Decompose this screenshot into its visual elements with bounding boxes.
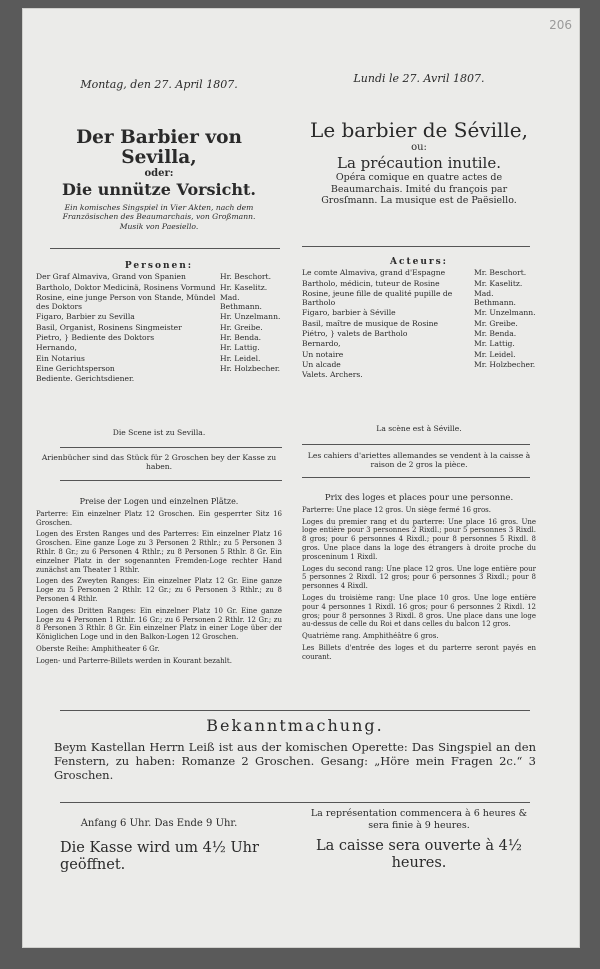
rule-right-2 [302, 444, 530, 445]
prices-french-line: Loges du troisième rang: Une place 10 gros. Une loge entière pour 4 personnes 1 Rixdl. 16 gros; pour 6 personnes 2 Rixdl. 12 gros; pour 8 personnes 3 Rixdl. 8 gros. Une place dans une loge au-dessus de celle du Roi et dans celles du balcon 12 gros. [302, 593, 536, 629]
cast-french-actor: Mr. Leidel. [474, 349, 516, 359]
rule-full-1 [60, 710, 530, 711]
cast-french-row [302, 308, 536, 317]
cast-german-actor: Hr. Benda. [220, 333, 262, 343]
cast-french-row [302, 370, 536, 379]
cast-french-role: Le comte Almaviva, grand d'Espagne [302, 268, 446, 278]
cast-german-row [36, 343, 282, 352]
cast-french-actor: Mad. Bethmann. [474, 288, 516, 308]
cast-german-role: Figaro, Barbier zu Sevilla [36, 312, 135, 322]
cast-french-role: Figaro, barbier à Séville [302, 308, 396, 318]
cast-french-role: Bernardo, [302, 339, 341, 349]
date-german: Montag, den 27. April 1807. [80, 78, 238, 91]
prices-french-line: Les Billets d'entrée des loges et du parterre seront payés en courant. [302, 643, 536, 661]
cast-french-row [302, 289, 536, 308]
cast-french-actor: Mr. Unzelmann. [474, 308, 536, 318]
cast-french-actor: Mr. Kaselitz. [474, 278, 523, 288]
times-german: Anfang 6 Uhr. Das Ende 9 Uhr. [80, 818, 238, 829]
cast-french-row [302, 279, 536, 288]
rule-right-1 [302, 246, 530, 247]
title-block-french [302, 118, 536, 207]
cast-german-actor [220, 374, 282, 383]
cast-french-role: Bartholo, médicin, tuteur de Rosine [302, 278, 440, 288]
title-german-oder: oder: [144, 168, 174, 179]
prices-french-line: Quatrième rang. Amphithéâtre 6 gros. [302, 632, 439, 641]
cast-french-role: Un notaire [302, 349, 344, 359]
cast-french-actor: Mr. Holzbecher. [474, 359, 536, 369]
prices-german-line: Logen des Dritten Ranges: Ein einzelner Platz 10 Gr. Eine ganze Loge zu 4 Personen 1 Rthlr. 16 Gr.; zu 6 Personen 2 Rthlr. 12 Gr.; zu 8 Personen 3 Rthlr. 8 Gr. Ein einzelner Platz in einer Loge über der Königlichen Loge und in den Balkon-Logen 12 Groschen. [36, 606, 282, 642]
rule-right-3 [302, 477, 530, 478]
cast-german-actor: Hr. Kaselitz. [220, 282, 268, 292]
prices-german-line: Logen des Zweyten Ranges: Ein einzelner Platz 12 Gr. Eine ganze Loge zu 5 Personen 2 Rthlr. 12 Gr.; zu 6 Personen 3 Rthlr.; zu 8 Personen 4 Rthlr. [36, 577, 282, 603]
cast-french-role: Basil, maître de musique de Rosine [302, 318, 439, 328]
cast-french-role: Piétro, } valets de Bartholo [302, 329, 408, 339]
times-french: La représentation commencera à 6 heures & sera finie à 9 heures. [310, 808, 528, 831]
cast-german-role: Rosine, eine junge Person von Stande, Mündel des Doktors [36, 292, 216, 312]
prices-german [36, 498, 282, 669]
cast-french-actor [474, 370, 536, 379]
cast-list-french [302, 258, 536, 380]
title-french: Le barbier de Séville, [310, 118, 528, 142]
scene-german: Die Scene ist zu Sevilla. [112, 428, 206, 437]
cast-german-actor: Hr. Unzelmann. [220, 312, 281, 322]
description-german: Ein komisches Singspiel in Vier Akten, nach dem Französischen des Beaumarchais, von Großmann. Musik von Paesiello. [62, 203, 256, 231]
prices-german-line: Logen des Ersten Ranges und des Parterres: Ein einzelner Platz 16 Groschen. Eine ganze Loge zu 3 Personen 2 Rthlr.; zu 5 Personen 3 Rthlr. 8 Gr.; zu 6 Personen 4 Rthlr.; zu 8 Personen 5 Rthlr. 8 Gr. Ein einzelner Platz in der sogenannten Fremden-Loge rechter Hand zunächst am Theater 1 Rthlr. [36, 530, 282, 574]
cast-german-actor: Hr. Holzbecher. [220, 363, 281, 373]
cast-german-actor: Hr. Greibe. [220, 322, 263, 332]
cast-german-role: Der Graf Almaviva, Grand von Spanien [36, 272, 186, 282]
cast-german-actor: Mad. Bethmann. [220, 292, 262, 312]
cast-french-actor: Mr. Beschort. [474, 268, 527, 278]
cast-german-actor: Hr. Lattig. [220, 343, 260, 353]
cast-german-role: Hernando, [36, 343, 77, 353]
cast-french-row [302, 360, 536, 369]
cast-german-role: Ein Notarius [36, 353, 85, 363]
prices-german-line: Oberste Reihe: Amphitheater 6 Gr. [36, 644, 160, 653]
archive-number: 206 [549, 18, 572, 32]
cast-french-actor: Mr. Benda. [474, 329, 517, 339]
prices-french [302, 494, 536, 665]
cast-french-row [302, 350, 536, 359]
cast-french-role: Valets. Archers. [302, 370, 363, 380]
subtitle-german: Die unnütze Vorsicht. [62, 180, 256, 199]
cast-german-role: Bediente. Gerichtsdiener. [36, 374, 135, 384]
title-french-ou: ou: [411, 142, 427, 153]
cast-german-row [36, 374, 282, 383]
cast-french-row [302, 268, 536, 277]
cast-german-row [36, 272, 282, 281]
cast-german-row [36, 293, 282, 312]
cast-german-role: Eine Gerichtsperson [36, 363, 115, 373]
prices-heading-french: Prix des loges et places pour une personne. [324, 493, 514, 503]
cast-heading-german: Personen: [124, 261, 194, 271]
prices-french-line: Loges du second rang: Une place 12 gros. Une loge entière pour 5 personnes 2 Rixdl. 12 gros; pour 6 personnes 3 Rixdl.; pour 8 personnes 4 Rixdl. [302, 564, 536, 591]
prices-french-line: Parterre: Une place 12 gros. Un siège fermé 16 gros. [302, 505, 491, 514]
libretto-german: Arienbücher sind das Stück für 2 Groschen bey der Kasse zu haben. [41, 453, 277, 472]
cast-french-actor: Mr. Greibe. [474, 318, 518, 328]
cast-heading-french: Acteurs: [389, 257, 449, 267]
cast-french-role: Rosine, jeune fille de qualité pupille de Bartholo [302, 288, 453, 308]
cast-french-row [302, 329, 536, 338]
announcement [50, 716, 540, 782]
cast-list-german [36, 262, 282, 384]
rule-left-1 [50, 248, 280, 249]
box-office-german: Die Kasse wird um 4½ Uhr geöffnet. [60, 840, 259, 873]
rule-full-2 [60, 802, 530, 803]
cast-german-row [36, 312, 282, 321]
cast-french-actor: Mr. Lattig. [474, 339, 515, 349]
cast-german-role: Bartholo, Doktor Medicinä, Rosinens Vormund [36, 282, 216, 292]
prices-heading-german: Preise der Logen und einzelnen Plätze. [79, 497, 239, 506]
libretto-french: Les cahiers d'ariettes allemandes se vendent à la caisse à raison de 2 gros la pièce. [307, 451, 531, 470]
cast-german-role: Pietro, } Bediente des Doktors [36, 333, 155, 343]
description-french: Opéra comique en quatre actes de Beaumarchais. Imité du françois par Grosſmann. La musique est de Paësiello. [321, 172, 517, 206]
cast-french-row [302, 319, 536, 328]
cast-german-actor: Hr. Beschort. [220, 272, 272, 282]
cast-german-actor: Hr. Leidel. [220, 353, 261, 363]
prices-german-line: Parterre: Ein einzelner Platz 12 Groschen. Ein gesperrter Sitz 16 Groschen. [36, 509, 282, 527]
cast-french-role: Un alcade [302, 359, 341, 369]
cast-german-row [36, 283, 282, 292]
date-french: Lundi le 27. Avril 1807. [353, 72, 485, 85]
rule-left-3 [60, 480, 282, 481]
scene-french: La scène est à Séville. [376, 424, 462, 433]
title-block-german [36, 128, 282, 231]
rule-left-2 [60, 447, 282, 448]
cast-french-row [302, 339, 536, 348]
prices-german-line: Logen- und Parterre-Billets werden in Kourant bezahlt. [36, 656, 232, 665]
announcement-text: Beym Kastellan Herrn Leiß ist aus der komischen Operette: Das Singspiel an den Fenstern, zu haben: Romanze 2 Groschen. Gesang: „Höre mein Fragen 2c.“ 3 Groschen. [54, 740, 536, 782]
prices-french-line: Loges du premier rang et du parterre: Une place 16 gros. Une loge entière pour 3 personnes 2 Rixdl.; pour 5 personnes 3 Rixdl. 8 gros; pour 6 personnes 4 Rixdl.; pour 8 personnes 5 Rixdl. 8 gros. Une place dans la loge des étrangers à droite proche du prosceninum 1 Rixdl. [302, 517, 536, 561]
cast-german-row [36, 364, 282, 373]
announcement-heading: Bekanntmachung. [206, 716, 384, 735]
subtitle-french: La précaution inutile. [337, 154, 501, 172]
cast-german-row [36, 354, 282, 363]
cast-german-row [36, 333, 282, 342]
cast-german-role: Basil, Organist, Rosinens Singmeister [36, 322, 182, 332]
box-office-french: La caisse sera ouverte à 4½ heures. [316, 838, 522, 871]
title-german: Der Barbier von Sevilla, [76, 127, 242, 168]
cast-german-row [36, 323, 282, 332]
